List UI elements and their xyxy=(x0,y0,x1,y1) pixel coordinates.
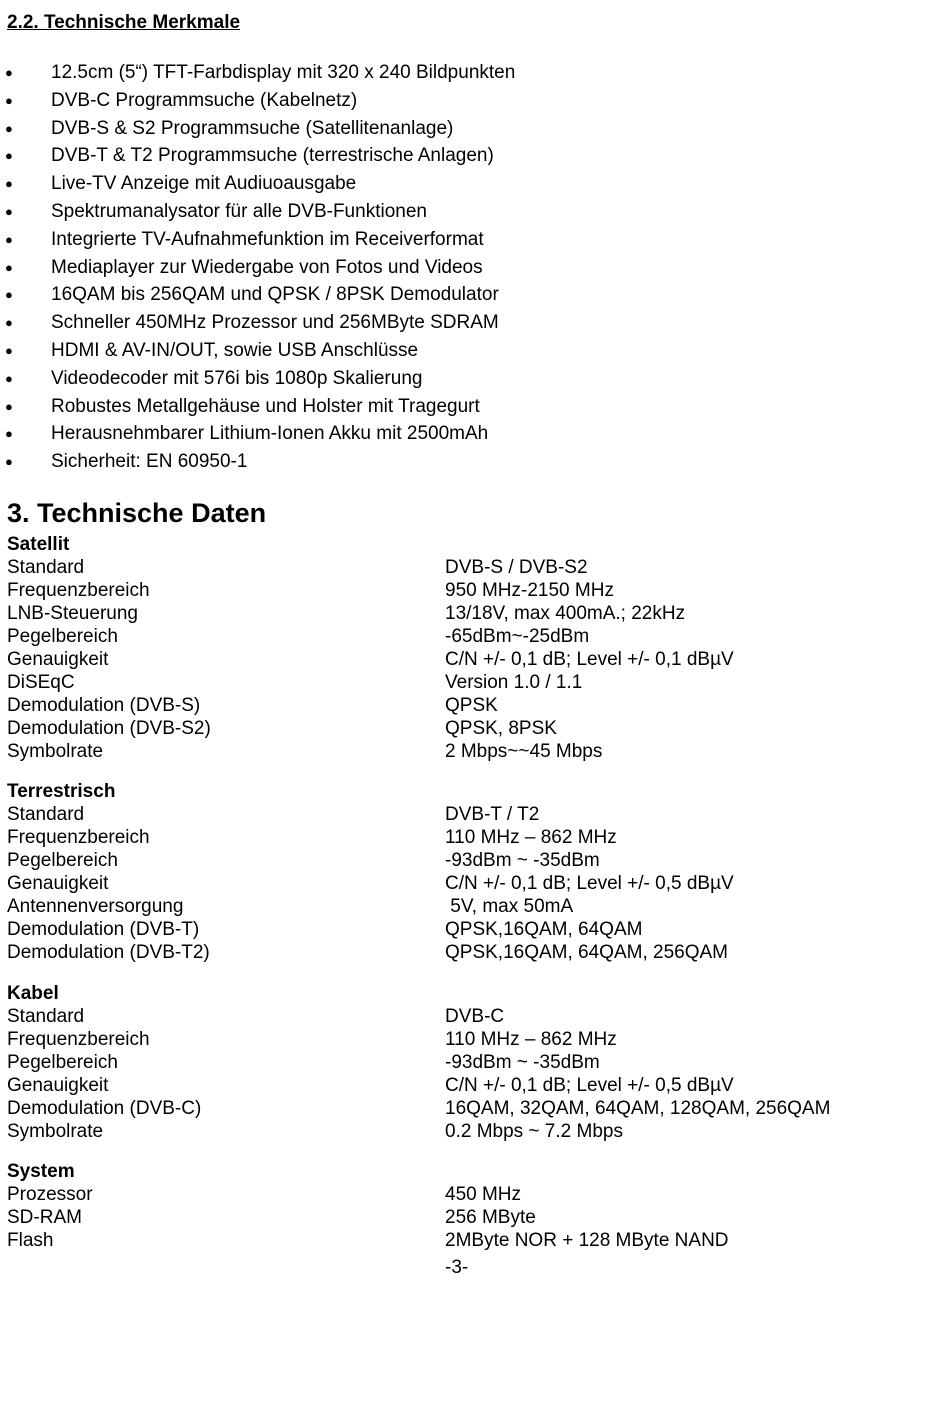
spec-value: 450 MHz xyxy=(445,1184,522,1205)
spec-label: Demodulation (DVB-S2) xyxy=(7,718,211,739)
spec-label: LNB-Steuerung xyxy=(7,603,138,624)
bullet-icon: ● xyxy=(5,426,13,442)
spec-group-satellit xyxy=(7,533,907,763)
spec-value: 256 MByte xyxy=(445,1207,536,1228)
group-title: System xyxy=(7,1161,75,1182)
spec-label: DiSEqC xyxy=(7,672,75,693)
spec-value: C/N +/- 0,1 dB; Level +/- 0,1 dBµV xyxy=(445,649,734,670)
spec-value: QPSK,16QAM, 64QAM xyxy=(445,919,643,940)
bullet-icon: ● xyxy=(5,120,13,136)
spec-label: Genauigkeit xyxy=(7,649,109,670)
bullet-icon: ● xyxy=(5,315,13,331)
group-title: Satellit xyxy=(7,534,70,555)
spec-label: Demodulation (DVB-T2) xyxy=(7,942,210,963)
spec-row xyxy=(7,803,907,826)
bullet-icon: ● xyxy=(5,342,13,358)
spec-row xyxy=(7,1229,907,1252)
feature-text: DVB-C Programmsuche (Kabelnetz) xyxy=(51,89,358,111)
spec-label: Antennenversorgung xyxy=(7,896,184,917)
spec-row xyxy=(7,1005,907,1028)
spec-row xyxy=(7,826,907,849)
bullet-icon: ● xyxy=(5,203,13,219)
spec-row xyxy=(7,648,907,671)
spec-value: 2 Mbps~~45 Mbps xyxy=(445,741,603,762)
feature-text: Spektrumanalysator für alle DVB-Funktionen xyxy=(51,200,427,222)
spec-value: 950 MHz-2150 MHz xyxy=(445,580,614,601)
spec-row xyxy=(7,579,907,602)
bullet-icon: ● xyxy=(5,398,13,414)
spec-row xyxy=(7,717,907,740)
spec-row xyxy=(7,941,907,964)
spec-row xyxy=(7,1097,907,1120)
spec-row xyxy=(7,1183,907,1206)
bullet-icon: ● xyxy=(5,231,13,247)
spec-row xyxy=(7,1120,907,1143)
spec-row xyxy=(7,1051,907,1074)
spec-label: Pegelbereich xyxy=(7,850,118,871)
spec-label: Pegelbereich xyxy=(7,1052,118,1073)
spec-label: Standard xyxy=(7,1006,85,1027)
spec-label: Genauigkeit xyxy=(7,1075,109,1096)
feature-text: Videodecoder mit 576i bis 1080p Skalierung xyxy=(51,367,423,389)
spec-label: Flash xyxy=(7,1230,54,1251)
feature-text: DVB-T & T2 Programmsuche (terrestrische Anlagen) xyxy=(51,145,494,167)
spec-value: 13/18V, max 400mA.; 22kHz xyxy=(445,603,686,624)
page-number: -3- xyxy=(445,1257,469,1278)
spec-value: -93dBm ~ -35dBm xyxy=(445,850,600,871)
bullet-icon: ● xyxy=(5,454,13,470)
chapter-title: 3. Technische Daten xyxy=(7,498,267,528)
spec-row xyxy=(7,1074,907,1097)
spec-value: C/N +/- 0,1 dB; Level +/- 0,5 dBµV xyxy=(445,873,734,894)
spec-value: 2MByte NOR + 128 MByte NAND xyxy=(445,1230,729,1251)
spec-value: -65dBm~-25dBm xyxy=(445,626,590,647)
feature-text: 12.5cm (5“) TFT-Farbdisplay mit 320 x 240 Bildpunkten xyxy=(51,62,516,83)
spec-label: SD-RAM xyxy=(7,1207,82,1228)
spec-row xyxy=(7,872,907,895)
spec-row xyxy=(7,918,907,941)
spec-value: QPSK,16QAM, 64QAM, 256QAM xyxy=(445,942,728,963)
spec-value: Version 1.0 / 1.1 xyxy=(445,672,583,693)
spec-value: QPSK xyxy=(445,695,498,716)
spec-label: Symbolrate xyxy=(7,1121,104,1142)
spec-value: -93dBm ~ -35dBm xyxy=(445,1052,600,1073)
spec-row xyxy=(7,602,907,625)
spec-value: DVB-C xyxy=(445,1006,505,1027)
bullet-icon: ● xyxy=(5,370,13,386)
feature-text: 16QAM bis 256QAM und QPSK / 8PSK Demodulator xyxy=(51,284,499,306)
spec-row xyxy=(7,740,907,763)
spec-group-terrestrisch xyxy=(7,780,907,964)
feature-text: Sicherheit: EN 60950-1 xyxy=(51,451,248,473)
feature-text: Mediaplayer zur Wiedergabe von Fotos und Videos xyxy=(51,256,483,278)
bullet-icon: ● xyxy=(5,287,13,303)
spec-value: 5V, max 50mA xyxy=(445,896,574,917)
spec-label: Symbolrate xyxy=(7,741,104,762)
spec-value: DVB-S / DVB-S2 xyxy=(445,557,588,578)
group-title: Kabel xyxy=(7,983,59,1004)
bullet-icon: ● xyxy=(5,65,13,80)
bullet-icon: ● xyxy=(5,92,13,108)
feature-text: Herausnehmbarer Lithium-Ionen Akku mit 2500mAh xyxy=(51,423,489,445)
bullet-icon: ● xyxy=(5,176,13,192)
spec-value: QPSK, 8PSK xyxy=(445,718,557,739)
spec-group-system xyxy=(7,1160,907,1252)
spec-row xyxy=(7,895,907,918)
feature-text: HDMI & AV-IN/OUT, sowie USB Anschlüsse xyxy=(51,339,419,361)
spec-label: Prozessor xyxy=(7,1184,93,1205)
spec-row xyxy=(7,671,907,694)
spec-row xyxy=(7,1206,907,1229)
spec-label: Standard xyxy=(7,804,85,825)
spec-group-kabel xyxy=(7,982,907,1143)
feature-text: Robustes Metallgehäuse und Holster mit Tragegurt xyxy=(51,395,480,417)
bullet-icon: ● xyxy=(5,148,13,164)
feature-text: Schneller 450MHz Prozessor und 256MByte SDRAM xyxy=(51,312,499,334)
spec-label: Frequenzbereich xyxy=(7,827,150,848)
spec-value: DVB-T / T2 xyxy=(445,804,540,825)
spec-label: Demodulation (DVB-C) xyxy=(7,1098,202,1119)
spec-label: Frequenzbereich xyxy=(7,580,150,601)
spec-value: 110 MHz – 862 MHz xyxy=(445,1029,617,1050)
spec-row xyxy=(7,625,907,648)
spec-row xyxy=(7,1028,907,1051)
spec-value: C/N +/- 0,1 dB; Level +/- 0,5 dBµV xyxy=(445,1075,734,1096)
spec-value: 0.2 Mbps ~ 7.2 Mbps xyxy=(445,1121,623,1142)
spec-row xyxy=(7,694,907,717)
spec-value: 16QAM, 32QAM, 64QAM, 128QAM, 256QAM xyxy=(445,1098,831,1119)
spec-row xyxy=(7,556,907,579)
bullet-icon: ● xyxy=(5,259,13,275)
feature-text: DVB-S & S2 Programmsuche (Satellitenanlage) xyxy=(51,117,454,139)
group-title: Terrestrisch xyxy=(7,781,116,802)
feature-text: Integrierte TV-Aufnahmefunktion im Receiverformat xyxy=(51,228,484,250)
spec-label: Pegelbereich xyxy=(7,626,118,647)
section-heading: 2.2. Technische Merkmale xyxy=(7,12,241,33)
spec-label: Genauigkeit xyxy=(7,873,109,894)
spec-label: Standard xyxy=(7,557,85,578)
feature-text: Live-TV Anzeige mit Audiuoausgabe xyxy=(51,173,357,195)
spec-row xyxy=(7,849,907,872)
spec-label: Demodulation (DVB-T) xyxy=(7,919,200,940)
spec-label: Demodulation (DVB-S) xyxy=(7,695,201,716)
spec-label: Frequenzbereich xyxy=(7,1029,150,1050)
spec-value: 110 MHz – 862 MHz xyxy=(445,827,617,848)
